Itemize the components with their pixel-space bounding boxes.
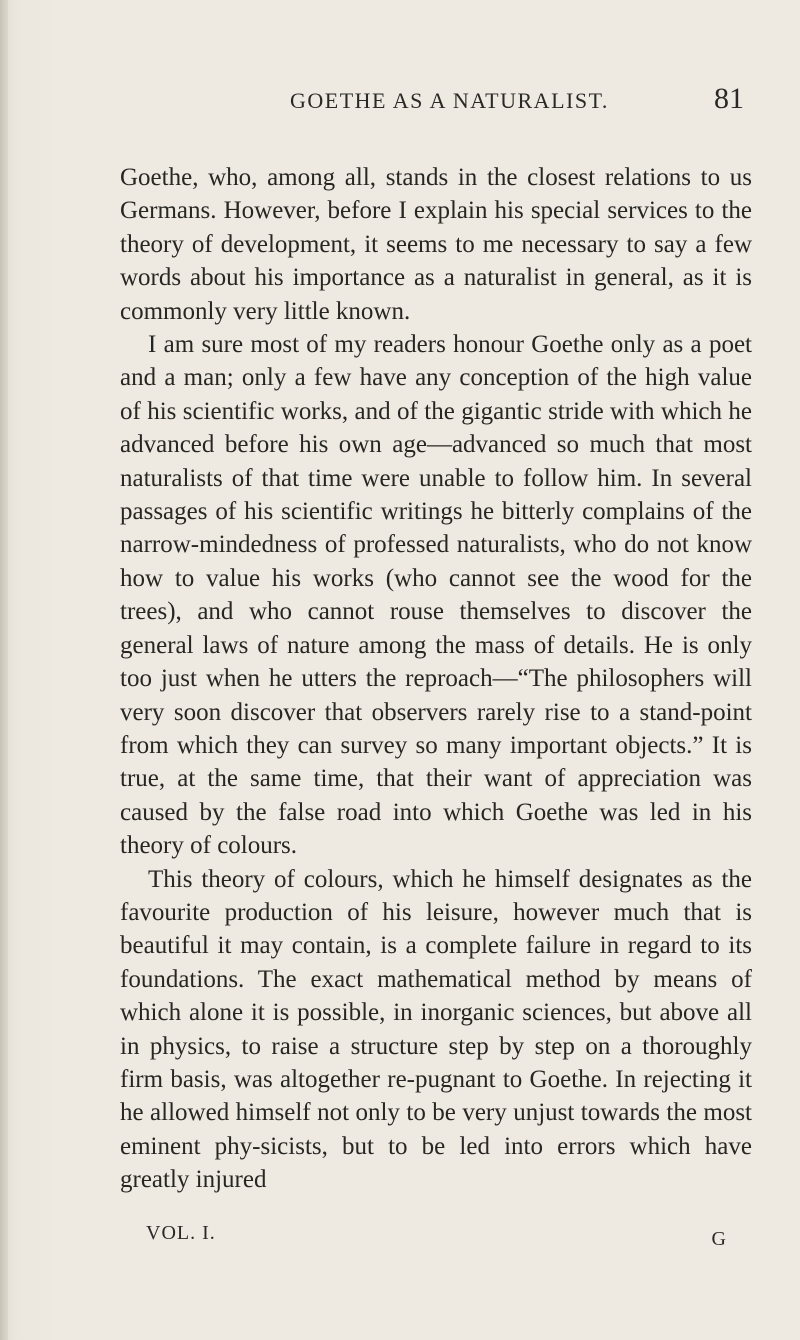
paragraph-3: This theory of colours, which he himself designates as the favourite production of his leisure, however much that is beautiful it may contain, is a complete failure in regard to its foundations. The exact mathematical method by means of which alone it is possible, in inorganic sciences, but above all in physics, to raise a structure step by step on a thoroughly firm basis, was altogether re-pugnant to Goethe. In rejecting it he allowed himself not only to be very unjust towards the most eminent phy-sicists, but to be led into errors which have greatly injured xyxy=(120,865,752,1194)
paragraph-2: I am sure most of my readers honour Goethe only as a poet and a man; only a few have any conception of the high value of his scientific works, and of the gigantic stride with which he advanced before his own age—advanced so much that most naturalists of that time were unable to follow him. In several passages of his scientific writings he bitterly complains of the narrow-mindedness of professed naturalists, who do not know how to value his works (who cannot see the wood for the trees), and who cannot rouse themselves to discover the general laws of nature among the mass of details. He is only too just when he utters the reproach—“The philosophers will very soon discover that observers rarely rise to a stand-point from which they can survey so many important objects.” It is true, at the same time, that their want of appreciation was caused by the false road into which Goethe was led in his theory of colours. xyxy=(120,331,752,860)
paragraph-1: Goethe, who, among all, stands in the closest relations to us Germans. However, before I explain his special services to the theory of development, it seems to me necessary to say a few words about his importance as a naturalist in general, as it is commonly very little known. xyxy=(120,164,752,325)
running-head xyxy=(120,82,750,122)
page-footer xyxy=(146,1222,746,1252)
volume-signature: VOL. I. xyxy=(146,1222,216,1244)
body-text xyxy=(120,161,752,1197)
running-title: GOETHE AS A NATURALIST. xyxy=(290,88,609,113)
page-binding-edge xyxy=(0,0,8,1340)
page-number: 81 xyxy=(714,82,744,115)
gathering-signature: G xyxy=(711,1228,726,1250)
